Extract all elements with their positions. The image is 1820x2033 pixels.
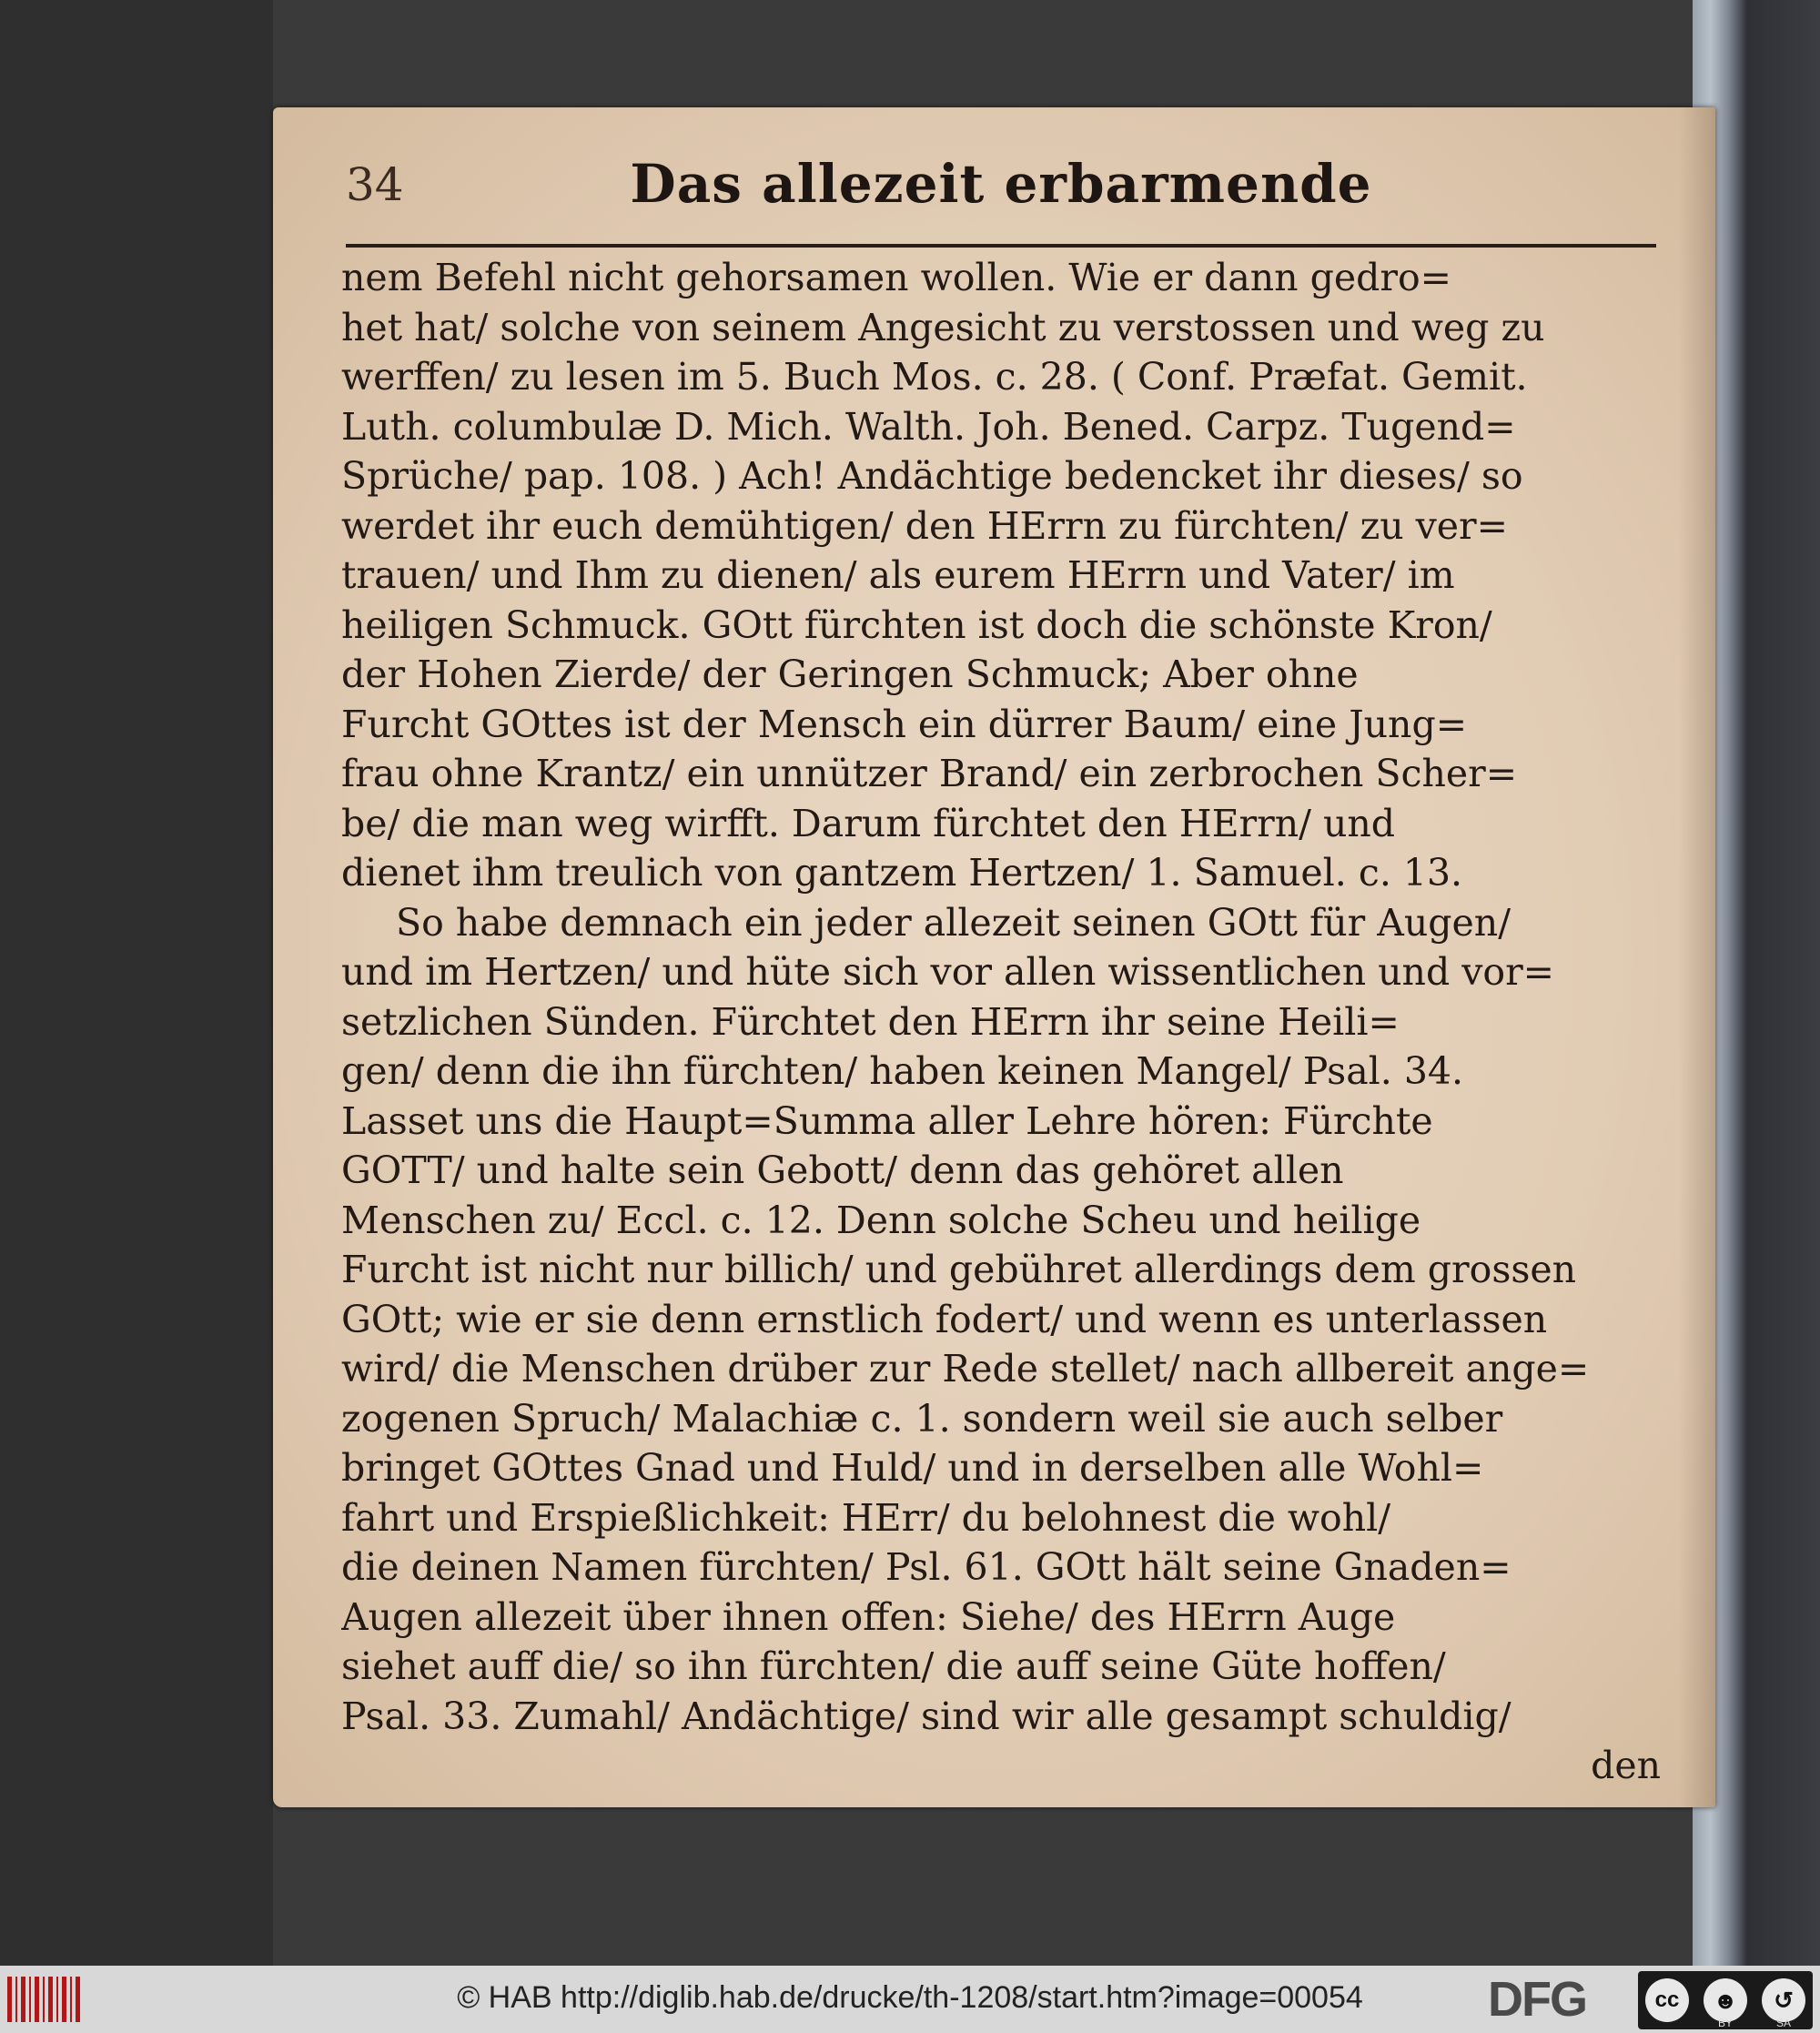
text-line: setzlichen Sünden. Fürchtet den HErrn ihr seine Heili= [341,999,1400,1044]
text-line: nem Befehl nicht gehorsamen wollen. Wie er dann gedro= [341,256,1452,299]
running-head: Das allezeit erbarmende [630,153,1372,215]
text-line: fahrt und Erspießlichkeit: HErr/ du belohnest die wohl/ [341,1495,1391,1540]
text-line: Furcht ist nicht nur billich/ und gebühret allerdings dem grossen [341,1248,1577,1291]
page-header [346,153,1656,235]
text-line: trauen/ und Ihm zu dienen/ als eurem HErrn und Vater/ im [341,553,1455,597]
sa-label: SA [1776,2017,1792,2029]
text-line: frau ohne Krantz/ ein unnützer Brand/ ein zerbrochen Scher= [341,752,1518,795]
text-line: het hat/ solche von seinem Angesicht zu verstossen und weg zu [341,305,1545,349]
share-alike-icon: ↺ [1762,1978,1805,2022]
text-line: Luth. columbulæ D. Mich. Walth. Joh. Bened. Carpz. Tugend= [341,404,1516,449]
person-icon: ☻ [1704,1978,1747,2022]
text-line: bringet GOttes Gnad und Huld/ und in derselben alle Wohl= [341,1446,1484,1490]
text-line: zogenen Spruch/ Malachiæ c. 1. sondern weil sie auch selber [341,1396,1503,1441]
text-line: und im Hertzen/ und hüte sich vor allen wissentlichen und vor= [341,950,1555,994]
text-line: die deinen Namen fürchten/ Psl. 61. GOtt hält seine Gnaden= [341,1545,1512,1589]
by-label: BY [1718,2017,1734,2029]
copyright-url[interactable]: © HAB http://diglib.hab.de/drucke/th-1208/start.htm?image=00054 [457,1980,1363,2015]
text-line: gen/ denn die ihn fürchten/ haben keinen Mangel/ Psal. 34. [341,1049,1464,1093]
cc-icon: cc [1645,1978,1689,2022]
text-line: der Hohen Zierde/ der Geringen Schmuck; Aber ohne [341,652,1359,696]
viewer-footer [0,1966,1820,2033]
text-line: be/ die man weg wirfft. Darum fürchtet den HErrn/ und [341,801,1396,845]
text-line: Psal. 33. Zumahl/ Andächtige/ sind wir alle gesampt schuldig/ [341,1694,1512,1738]
page-number: 34 [346,158,404,211]
catchword: den [1591,1744,1661,1787]
text-line: Sprüche/ pap. 108. ) Ach! Andächtige bedencket ihr dieses/ so [341,454,1523,498]
dfg-logo: DFG [1488,1972,1586,2027]
text-line: Furcht GOttes ist der Mensch ein dürrer Baum/ eine Jung= [341,702,1468,746]
text-line: So habe demnach ein jeder allezeit seinen GOtt für Augen/ [396,900,1512,945]
text-line: siehet auff die/ so ihn fürchten/ die auff seine Güte hoffen/ [341,1644,1446,1688]
text-line: dienet ihm treulich von gantzem Hertzen/ 1. Samuel. c. 13. [341,851,1463,895]
text-line: heiligen Schmuck. GOtt fürchten ist doch die schönste Kron/ [341,602,1492,647]
text-line: werdet ihr euch demühtigen/ den HErrn zu fürchten/ zu ver= [341,503,1509,548]
page-gutter [1679,107,1715,1807]
text-line: GOTT/ und halte sein Gebott/ denn das gehöret allen [341,1148,1344,1192]
text-line: Lasset uns die Haupt=Summa aller Lehre hören: Fürchte [341,1098,1433,1143]
book-page [273,107,1715,1807]
scan-left-board [0,0,273,1966]
cc-license-badge[interactable] [1638,1971,1813,2029]
header-rule [346,244,1656,248]
text-line: Menschen zu/ Eccl. c. 12. Denn solche Scheu und heilige [341,1198,1421,1242]
text-line: GOtt; wie er sie denn ernstlich fodert/ und wenn es unterlassen [341,1297,1548,1341]
text-line: Augen allezeit über ihnen offen: Siehe/ des HErrn Auge [341,1594,1396,1639]
text-line: werffen/ zu lesen im 5. Buch Mos. c. 28. ( Conf. Præfat. Gemit. [341,355,1528,399]
text-line: wird/ die Menschen drüber zur Rede stellet/ nach allbereit ange= [341,1347,1590,1391]
body-text [341,253,1661,1791]
